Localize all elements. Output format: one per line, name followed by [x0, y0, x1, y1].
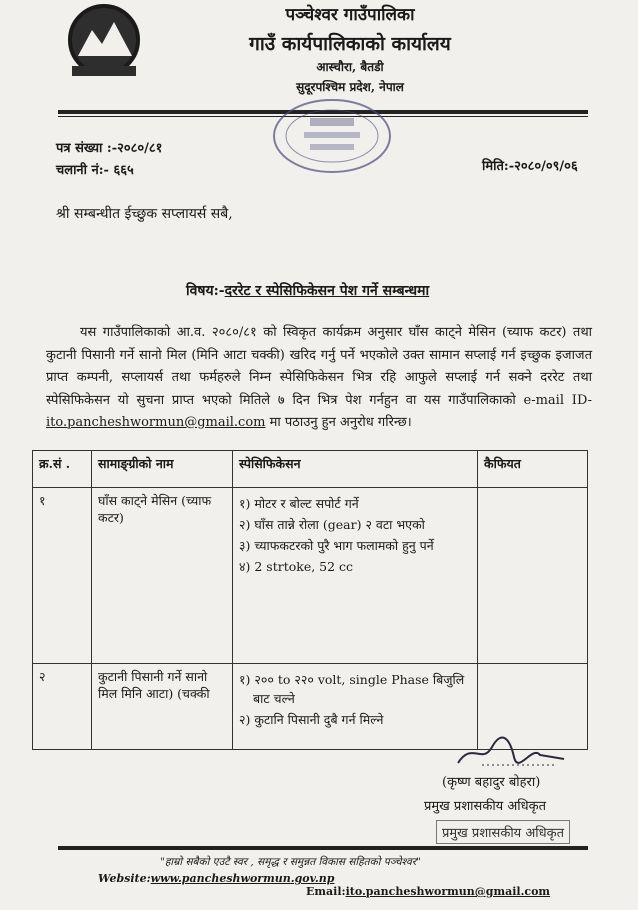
website-link[interactable]: www.pancheshwormun.gov.np: [150, 872, 335, 885]
signatory-title: प्रमुख प्रशासकीय अधिकृत: [424, 799, 547, 814]
col-header-remark: कैफियत: [478, 451, 588, 488]
office-name: गाउँ कार्यपालिकाको कार्यालय: [249, 33, 451, 55]
website-label: Website:: [98, 872, 151, 885]
spec-line: ४) 2 strtoke, 52 cc: [239, 559, 354, 574]
address-line: आस्चौरा, बैतडी: [316, 60, 384, 74]
col-header-spec: स्पेसिफिकेसन: [233, 451, 478, 488]
specification-table: [32, 450, 588, 750]
row-item: घाँस काट्ने मेसिन (च्याफ कटर): [92, 488, 233, 664]
footer-motto: "हाम्रो सबैको एउटै स्वर , समृद्ध र समुन्नत विकास सहितको पञ्चेश्वर": [160, 856, 421, 868]
row-remark: [478, 488, 588, 664]
spec-line: २) कुटानि पिसानी दुबै गर्न मिल्ने: [239, 712, 384, 727]
letter-number-label: पत्र संख्या :-: [56, 141, 118, 156]
spec-line: १) २०० to २२० volt, single Phase बिजुलि बाट चल्ने: [239, 672, 465, 706]
spec-line: ३) च्याफकटरको पुरै भाग फलामको हुनु पर्ने: [239, 538, 434, 553]
subject-text: दररेट र स्पेसिफिकेसन पेश गर्ने सम्बन्धमा: [224, 283, 430, 299]
dispatch-number: [56, 160, 134, 178]
row-specs: [233, 488, 478, 664]
dispatch-number-value: ६६५: [113, 163, 134, 178]
row-sn: १: [33, 488, 92, 664]
body-email: ito.pancheshwormun@gmail.com: [46, 415, 266, 430]
letter-number: [56, 138, 162, 156]
footer-divider: [58, 846, 588, 850]
nepal-emblem-icon: [62, 0, 146, 84]
body-main-text: यस गाउँपालिकाको आ.व. २०८०/८१ को स्विकृत कार्यक्रम अनुसार घाँस काट्ने मेसिन (च्याफ कटर) तथा कुटानी पिसानी गर्ने सानो मिल (मिनि आटा चक्की) खरिद गर्नु पर्ने भएकोले उक्त सामान सप्लाई गर्न इच्छुक इजाजत प्राप्त कम्पनी, सप्लायर्स तथा फर्महरुले निम्न स्पेसिफिकेसन भित्र रहि आफुले सप्लाई गर्न सक्ने दररेट तथा स्पेसिफिकेसन यो सुचना प्राप्त भएको मितिले ७ दिन भित्र पेश गर्नहुन वा यस गाउँपालिकाको e-mail ID-: [46, 325, 592, 408]
signatory-stamp: प्रमुख प्रशासकीय अधिकृत: [436, 820, 570, 844]
office-stamp-icon: [270, 96, 394, 176]
table-row: [33, 488, 588, 664]
body-closing: मा पठाउनु हुन अनुरोध गरिन्छ।: [269, 415, 412, 430]
signature-icon: [452, 735, 572, 769]
email-link[interactable]: ito.pancheshwormun@gmail.com: [345, 885, 551, 898]
salutation: श्री सम्बन्धीत ईच्छुक सप्लायर्स सबै,: [56, 206, 233, 222]
province-line: सुदूरपश्चिम प्रदेश, नेपाल: [296, 80, 404, 94]
body-paragraph: [46, 322, 592, 435]
email-label: Email:: [306, 885, 346, 898]
spec-line: २) घाँस तान्ने रोला (gear) २ वटा भएको: [239, 517, 425, 532]
footer-email: [306, 885, 550, 898]
dispatch-number-label: चलानी नं:-: [56, 163, 109, 178]
row-sn: २: [33, 664, 92, 750]
letter-date-label: मिति:-: [482, 159, 515, 174]
municipality-name: पञ्चेश्वर गाउँपालिका: [285, 5, 415, 25]
footer-website: [98, 872, 334, 885]
letter-date-value: २०८०/०९/०६: [514, 159, 578, 174]
letter-date: [482, 156, 578, 174]
col-header-item: सामाङ्ग्रीको नाम: [92, 451, 233, 488]
spec-line: १) मोटर र बोल्ट सपोर्ट गर्ने: [239, 496, 359, 511]
col-header-sn: क्र.सं .: [33, 451, 92, 488]
row-specs: [233, 664, 478, 750]
table-header-row: [33, 451, 588, 488]
letter-number-value: २०८०/८१: [117, 141, 163, 156]
signatory-name: (कृष्ण बहादुर बोहरा): [442, 775, 541, 790]
row-item: कुटानी पिसानी गर्ने सानो मिल मिनि आटा) (चक्की: [92, 664, 233, 750]
subject-line: [186, 281, 429, 300]
subject-label: विषय:-: [186, 283, 225, 299]
